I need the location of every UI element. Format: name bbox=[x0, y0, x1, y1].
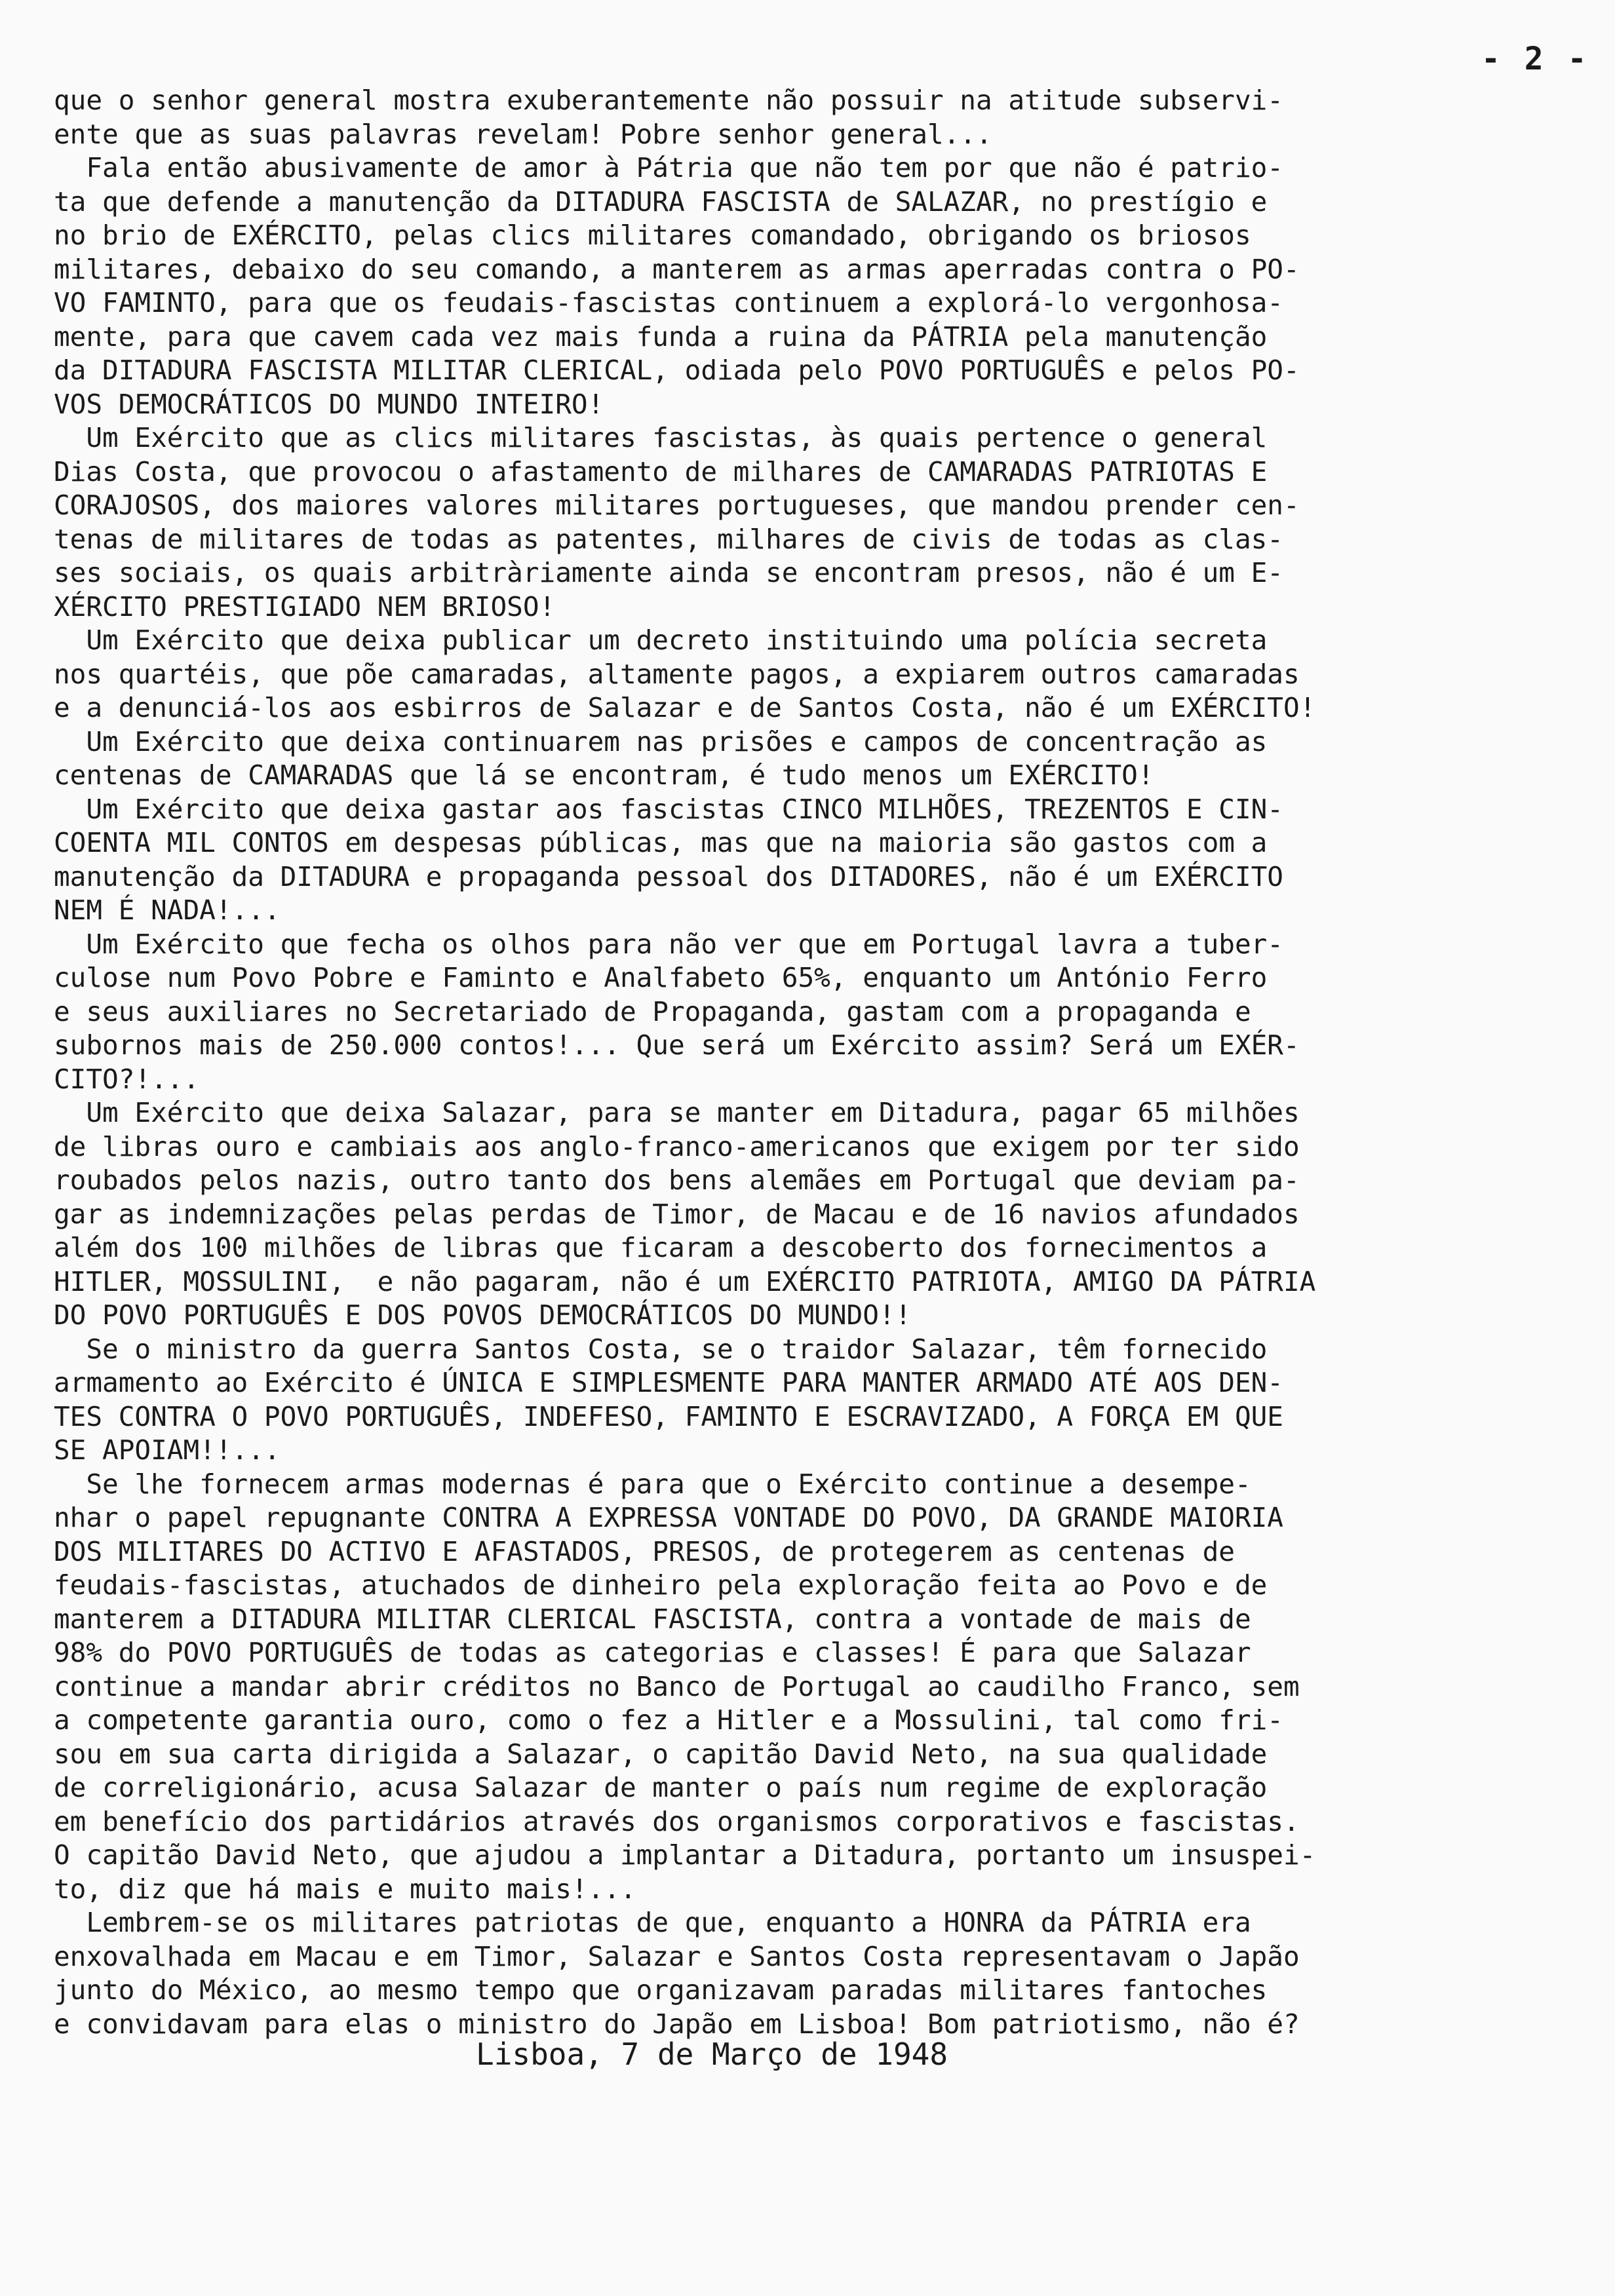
text-line: CITO?!... bbox=[54, 1063, 200, 1095]
text-line: de correligionário, acusa Salazar de manter o país num regime de exploração bbox=[54, 1772, 1268, 1803]
text-line: feudais-fascistas, atuchados de dinheiro pela exploração feita ao Povo e de bbox=[54, 1569, 1268, 1601]
text-line: DOS MILITARES DO ACTIVO E AFASTADOS, PRESOS, de protegerem as centenas de bbox=[54, 1535, 1235, 1567]
date-line: Lisboa, 7 de Março de 1948 bbox=[476, 2037, 948, 2072]
text-line: subornos mais de 250.000 contos!... Que será um Exército assim? Será um EXÉR- bbox=[54, 1029, 1300, 1061]
text-line: DO POVO PORTUGUÊS E DOS POVOS DEMOCRÁTICOS DO MUNDO!! bbox=[54, 1299, 912, 1331]
text-line: to, diz que há mais e muito mais!... bbox=[54, 1873, 636, 1905]
text-line: junto do México, ao mesmo tempo que organizavam paradas militares fantoches bbox=[54, 1974, 1268, 2006]
text-line: CORAJOSOS, dos maiores valores militares portugueses, que mandou prender cen- bbox=[54, 489, 1300, 521]
text-line: em benefício dos partidários através dos organismos corporativos e fascistas. bbox=[54, 1805, 1300, 1837]
text-line: Um Exército que deixa Salazar, para se manter em Ditadura, pagar 65 milhões bbox=[54, 1097, 1300, 1128]
text-line: Se lhe fornecem armas modernas é para que o Exército continue a desempe- bbox=[54, 1468, 1251, 1500]
text-line: a competente garantia ouro, como o fez a Hitler e a Mossulini, tal como fri- bbox=[54, 1704, 1283, 1736]
text-line: O capitão David Neto, que ajudou a implantar a Ditadura, portanto um insuspei- bbox=[54, 1839, 1316, 1871]
text-line: Dias Costa, que provocou o afastamento de milhares de CAMARADAS PATRIOTAS E bbox=[54, 455, 1268, 488]
text-line: NEM É NADA!... bbox=[54, 894, 281, 926]
text-line: Lembrem-se os militares patriotas de que, enquanto a HONRA da PÁTRIA era bbox=[54, 1907, 1251, 1938]
text-line: SE APOIAM!!... bbox=[54, 1434, 281, 1466]
text-line: tenas de militares de todas as patentes, milhares de civis de todas as clas- bbox=[54, 523, 1283, 555]
page-number: - 2 - bbox=[1481, 41, 1589, 77]
text-line: Fala então abusivamente de amor à Pátria que não tem por que não é patrio- bbox=[54, 152, 1283, 183]
text-line: Se o ministro da guerra Santos Costa, se o traidor Salazar, têm fornecido bbox=[54, 1333, 1268, 1365]
text-line: de libras ouro e cambiais aos anglo-franco-americanos que exigem por ter sido bbox=[54, 1130, 1300, 1162]
text-line: Um Exército que fecha os olhos para não ver que em Portugal lavra a tuber- bbox=[54, 928, 1283, 960]
text-line: ta que defende a manutenção da DITADURA FASCISTA de SALAZAR, no prestígio e bbox=[54, 185, 1268, 218]
text-line: XÉRCITO PRESTIGIADO NEM BRIOSO! bbox=[54, 590, 556, 622]
text-line: e convidavam para elas o ministro do Japão em Lisboa! Bom patriotismo, não é? bbox=[54, 2008, 1300, 2040]
text-line: centenas de CAMARADAS que lá se encontram, é tudo menos um EXÉRCITO! bbox=[54, 759, 1154, 791]
text-line: mente, para que cavem cada vez mais funda a ruina da PÁTRIA pela manutenção bbox=[54, 320, 1268, 353]
text-line: VO FAMINTO, para que os feudais-fascistas continuem a explorá-lo vergonhosa- bbox=[54, 287, 1283, 318]
text-line: sou em sua carta dirigida a Salazar, o capitão David Neto, na sua qualidade bbox=[54, 1738, 1268, 1770]
text-line: além dos 100 milhões de libras que ficaram a descoberto dos fornecimentos a bbox=[54, 1232, 1268, 1263]
text-line: ses sociais, os quais arbitràriamente ainda se encontram presos, não é um E- bbox=[54, 557, 1283, 588]
text-line: Um Exército que deixa continuarem nas prisões e campos de concentração as bbox=[54, 725, 1268, 757]
text-line: armamento ao Exército é ÚNICA E SIMPLESMENTE PARA MANTER ARMADO ATÉ AOS DEN- bbox=[54, 1367, 1283, 1398]
text-line: nos quartéis, que põe camaradas, altamente pagos, a expiarem outros camaradas bbox=[54, 658, 1300, 690]
text-line: e a denunciá-los aos esbirros de Salazar e de Santos Costa, não é um EXÉRCITO! bbox=[54, 692, 1316, 723]
body-text bbox=[54, 84, 1574, 2041]
text-line: COENTA MIL CONTOS em despesas públicas, mas que na maioria são gastos com a bbox=[54, 827, 1268, 858]
text-line: gar as indemnizações pelas perdas de Timor, de Macau e de 16 navios afundados bbox=[54, 1198, 1300, 1230]
text-line: manterem a DITADURA MILITAR CLERICAL FASCISTA, contra a vontade de mais de bbox=[54, 1603, 1251, 1635]
text-line: HITLER, MOSSULINI, e não pagaram, não é um EXÉRCITO PATRIOTA, AMIGO DA PÁTRIA bbox=[54, 1265, 1316, 1297]
text-line: enxovalhada em Macau e em Timor, Salazar e Santos Costa representavam o Japão bbox=[54, 1940, 1300, 1972]
text-line: nhar o papel repugnante CONTRA A EXPRESSA VONTADE DO POVO, DA GRANDE MAIORIA bbox=[54, 1502, 1283, 1533]
text-line: Um Exército que deixa gastar aos fascistas CINCO MILHÕES, TREZENTOS E CIN- bbox=[54, 793, 1283, 825]
text-line: que o senhor general mostra exuberantemente não possuir na atitude subservi- bbox=[54, 85, 1283, 116]
text-line: manutenção da DITADURA e propaganda pessoal dos DITADORES, não é um EXÉRCITO bbox=[54, 860, 1283, 892]
text-line: Um Exército que as clics militares fascistas, às quais pertence o general bbox=[54, 422, 1268, 453]
text-line: culose num Povo Pobre e Faminto e Analfabeto 65%, enquanto um António Ferro bbox=[54, 962, 1268, 993]
text-line: da DITADURA FASCISTA MILITAR CLERICAL, odiada pelo POVO PORTUGUÊS e pelos PO- bbox=[54, 354, 1300, 386]
text-line: roubados pelos nazis, outro tanto dos bens alemães em Portugal que deviam pa- bbox=[54, 1164, 1300, 1196]
text-line: 98% do POVO PORTUGUÊS de todas as categorias e classes! É para que Salazar bbox=[54, 1637, 1251, 1668]
text-line: no brio de EXÉRCITO, pelas clics militares comandado, obrigando os briosos bbox=[54, 220, 1251, 251]
text-line: TES CONTRA O POVO PORTUGUÊS, INDEFESO, FAMINTO E ESCRAVIZADO, A FORÇA EM QUE bbox=[54, 1400, 1283, 1432]
text-line: VOS DEMOCRÁTICOS DO MUNDO INTEIRO! bbox=[54, 388, 604, 420]
text-line: ente que as suas palavras revelam! Pobre senhor general... bbox=[54, 118, 992, 150]
text-line: continue a mandar abrir créditos no Banco de Portugal ao caudilho Franco, sem bbox=[54, 1670, 1300, 1702]
text-line: Um Exército que deixa publicar um decreto instituindo uma polícia secreta bbox=[54, 624, 1268, 656]
text-line: militares, debaixo do seu comando, a manterem as armas aperradas contra o PO- bbox=[54, 253, 1300, 285]
text-line: e seus auxiliares no Secretariado de Propaganda, gastam com a propaganda e bbox=[54, 995, 1251, 1027]
